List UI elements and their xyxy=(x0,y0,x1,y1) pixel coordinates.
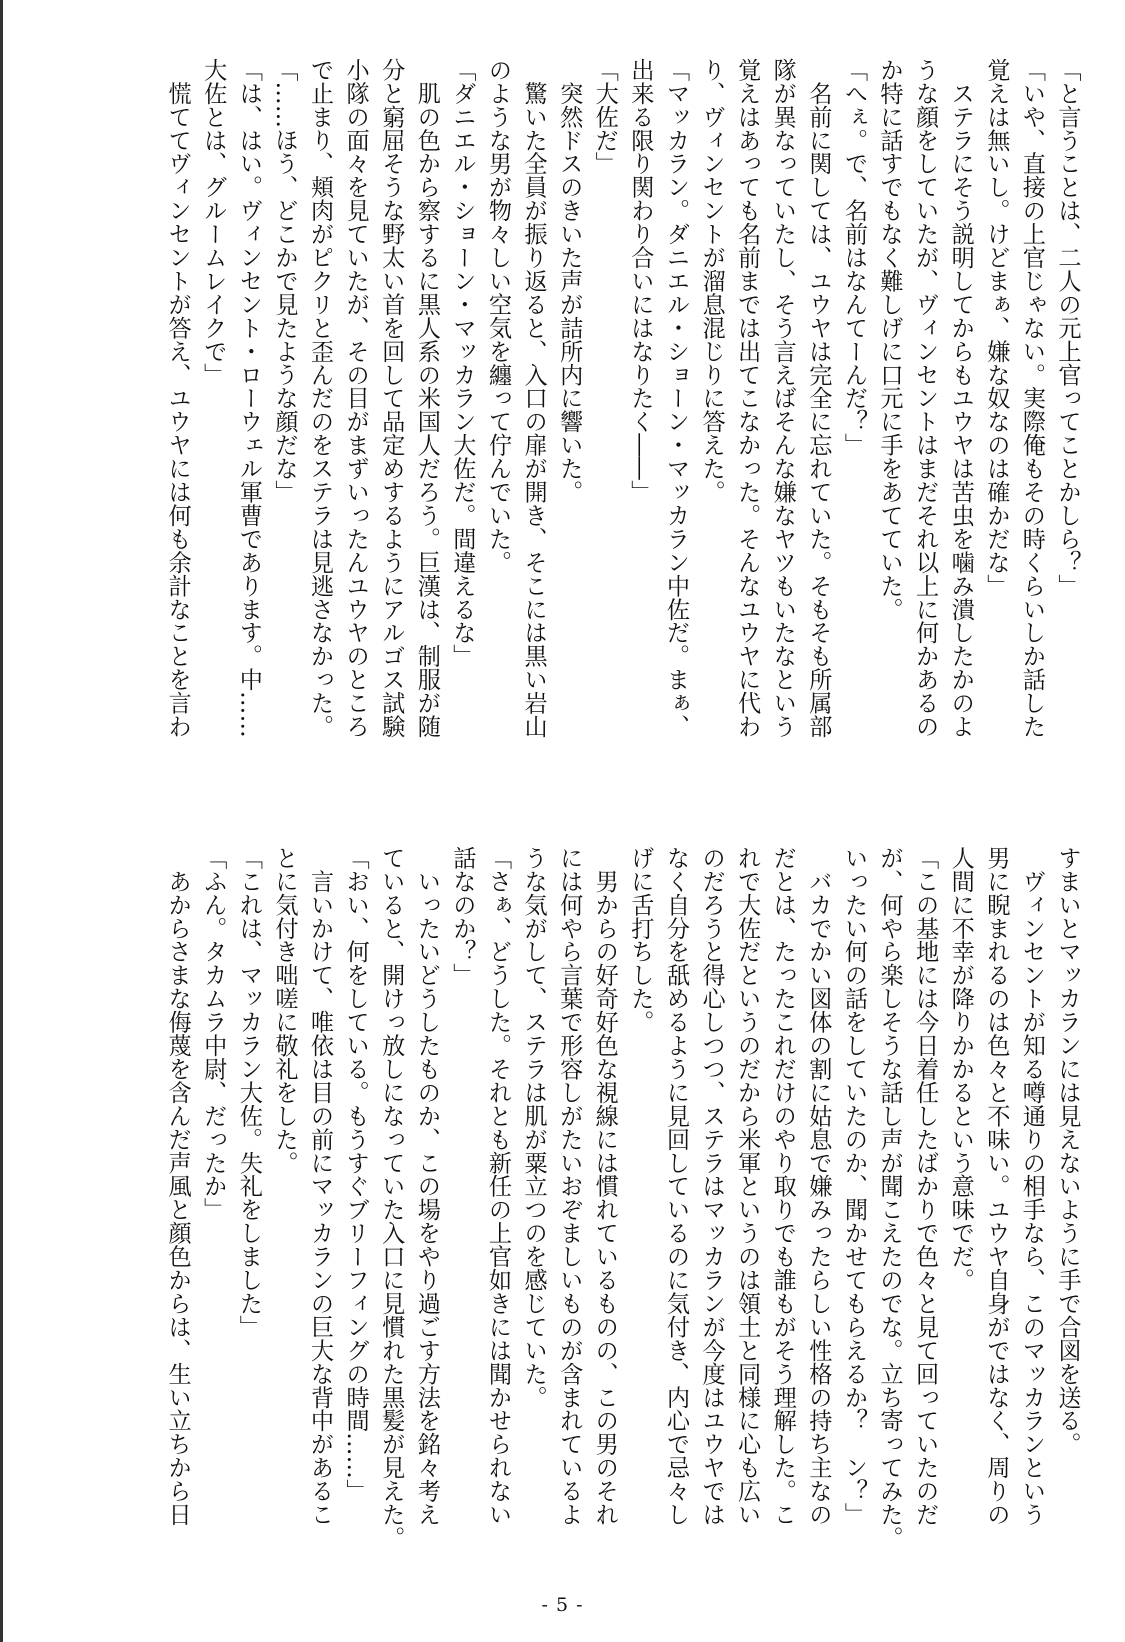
text-line: れで大佐だというのだから米軍というのは領土と同様に心も広い xyxy=(733,846,761,1527)
text-line: うな顔をしていたが、ヴィンセントはまだそれ以上に何かあるの xyxy=(911,58,939,739)
text-line: 「いや、直接の上官じゃない。実際俺もその時くらいしか話した xyxy=(1018,58,1046,739)
text-line: が、何やら楽しそうな話し声が聞こえたのでな。立ち寄ってみた。 xyxy=(876,846,904,1550)
text-line: すまいとマッカランには見えないように手で合図を送る。 xyxy=(1054,846,1081,1456)
text-line: だとは、たったこれだけのやり取りでも誰もがそう理解した。こ xyxy=(769,846,797,1527)
text-line: 「……ほう、どこかで見たような顔だな」 xyxy=(270,58,298,504)
text-line: 覚えはあっても名前までは出てこなかった。そんなユウヤに代わ xyxy=(733,58,761,739)
upper-text-block xyxy=(85,58,1085,788)
text-line: ステラにそう説明してからもユウヤは苦虫を噛み潰したかのよ xyxy=(947,58,975,739)
text-line: げに舌打ちした。 xyxy=(626,846,654,1034)
text-line: うな気がして、ステラは肌が粟立つのを感じていた。 xyxy=(520,846,548,1409)
text-line: 人間に不幸が降りかかるという意味でだ。 xyxy=(947,846,975,1292)
text-line: 「大佐だ」 xyxy=(591,58,619,176)
text-line: 男に睨まれるのは色々と不味い。ユウヤ自身がではなく、周りの xyxy=(982,846,1010,1527)
text-line: 大佐とは、グルームレイクで」 xyxy=(199,58,227,387)
text-line: ていると、開けっ放しになっていた入口に見慣れた黒髪が見えた。 xyxy=(377,846,405,1550)
text-line: 話なのか？」 xyxy=(448,846,476,987)
text-line: 男からの好奇好色な視線には慣れているものの、この男のそれ xyxy=(591,846,619,1527)
text-line: 覚えは無いし。けどまぁ、嫌な奴なのは確かだな」 xyxy=(982,58,1010,598)
text-line: 名前に関しては、ユウヤは完全に忘れていた。そもそも所属部 xyxy=(804,58,832,739)
text-line: 言いかけて、唯依は目の前にマッカランの巨大な背中があるこ xyxy=(306,846,334,1527)
text-line: ヴィンセントが知る噂通りの相手なら、このマッカランという xyxy=(1018,846,1046,1527)
text-line: いったいどうしたものか、この場をやり過ごす方法を銘々考え xyxy=(413,846,441,1527)
text-line: 「と言うことは、二人の元上官ってことかしら？」 xyxy=(1054,58,1081,598)
text-line: り、ヴィンセントが溜息混じりに答えた。 xyxy=(698,58,726,504)
text-line: なく自分を舐めるように見回しているのに気付き、内心で忌々し xyxy=(662,846,690,1527)
text-line: には何やら言葉で形容しがたいおぞましいものが含まれているよ xyxy=(555,846,583,1527)
text-line: あからさまな侮蔑を含んだ声風と顔色からは、生い立ちから日 xyxy=(164,846,192,1527)
text-line: バカでかい図体の割に姑息で嫌みったらしい性格の持ち主なの xyxy=(804,846,832,1527)
text-line: のだろうと得心しつつ、ステラはマッカランが今度はユウヤでは xyxy=(698,846,726,1527)
text-line: 「マッカラン。ダニエル・ショーン・マッカラン中佐だ。まぁ、 xyxy=(662,58,690,739)
text-line: 分と窮屈そうな野太い首を回して品定めするようにアルゴス試験 xyxy=(377,58,405,739)
text-line: 驚いた全員が振り返ると、入口の扉が開き、そこには黒い岩山 xyxy=(520,58,548,739)
text-line: 「この基地には今日着任したばかりで色々と見て回っていたのだ xyxy=(911,846,939,1527)
text-line: 突然ドスのきいた声が詰所内に響いた。 xyxy=(555,58,583,504)
text-line: 出来る限り関わり合いにはなりたく――」 xyxy=(626,58,654,504)
text-line: 「ダニエル・ショーン・マッカラン大佐だ。間違えるな」 xyxy=(448,58,476,668)
text-line: で止まり、頬肉がピクリと歪んだのをステラは見逃さなかった。 xyxy=(306,58,334,739)
page-binding-edge xyxy=(0,0,3,1642)
text-line: 「は、はい。ヴィンセント・ローウェル軍曹であります。中…… xyxy=(235,58,263,739)
text-line: のような男が物々しい空気を纏って佇んでいた。 xyxy=(484,58,512,574)
text-line: 「さぁ、どうした。それとも新任の上官如きには聞かせられない xyxy=(484,846,512,1527)
text-line: 肌の色から察するに黒人系の米国人だろう。巨漢は、制服が随 xyxy=(413,58,441,739)
text-line: 隊が異なっていたし、そう言えばそんな嫌なヤツもいたなという xyxy=(769,58,797,739)
text-line: か特に話すでもなく難しげに口元に手をあてていた。 xyxy=(876,58,904,621)
text-line: いったい何の話をしていたのか、聞かせてもらえるか？ ン？」 xyxy=(840,846,868,1527)
text-line: 「へぇ。で、名前はなんてーんだ？」 xyxy=(840,58,868,457)
text-line: とに気付き咄嗟に敬礼をした。 xyxy=(270,846,298,1175)
page-number: - 5 - xyxy=(541,1594,584,1616)
text-line: 「おい、何をしている。もうすぐブリーフィングの時間……」 xyxy=(342,846,370,1503)
text-line: 慌ててヴィンセントが答え、ユウヤには何も余計なことを言わ xyxy=(164,58,192,739)
text-line: 「これは、マッカラン大佐。失礼をしました」 xyxy=(235,846,263,1339)
lower-text-block xyxy=(85,846,1085,1576)
text-line: 小隊の面々を見ていたが、その目がまずいったんユウヤのところ xyxy=(342,58,370,739)
text-line: 「ふん。タカムラ中尉、だったか」 xyxy=(199,846,227,1222)
